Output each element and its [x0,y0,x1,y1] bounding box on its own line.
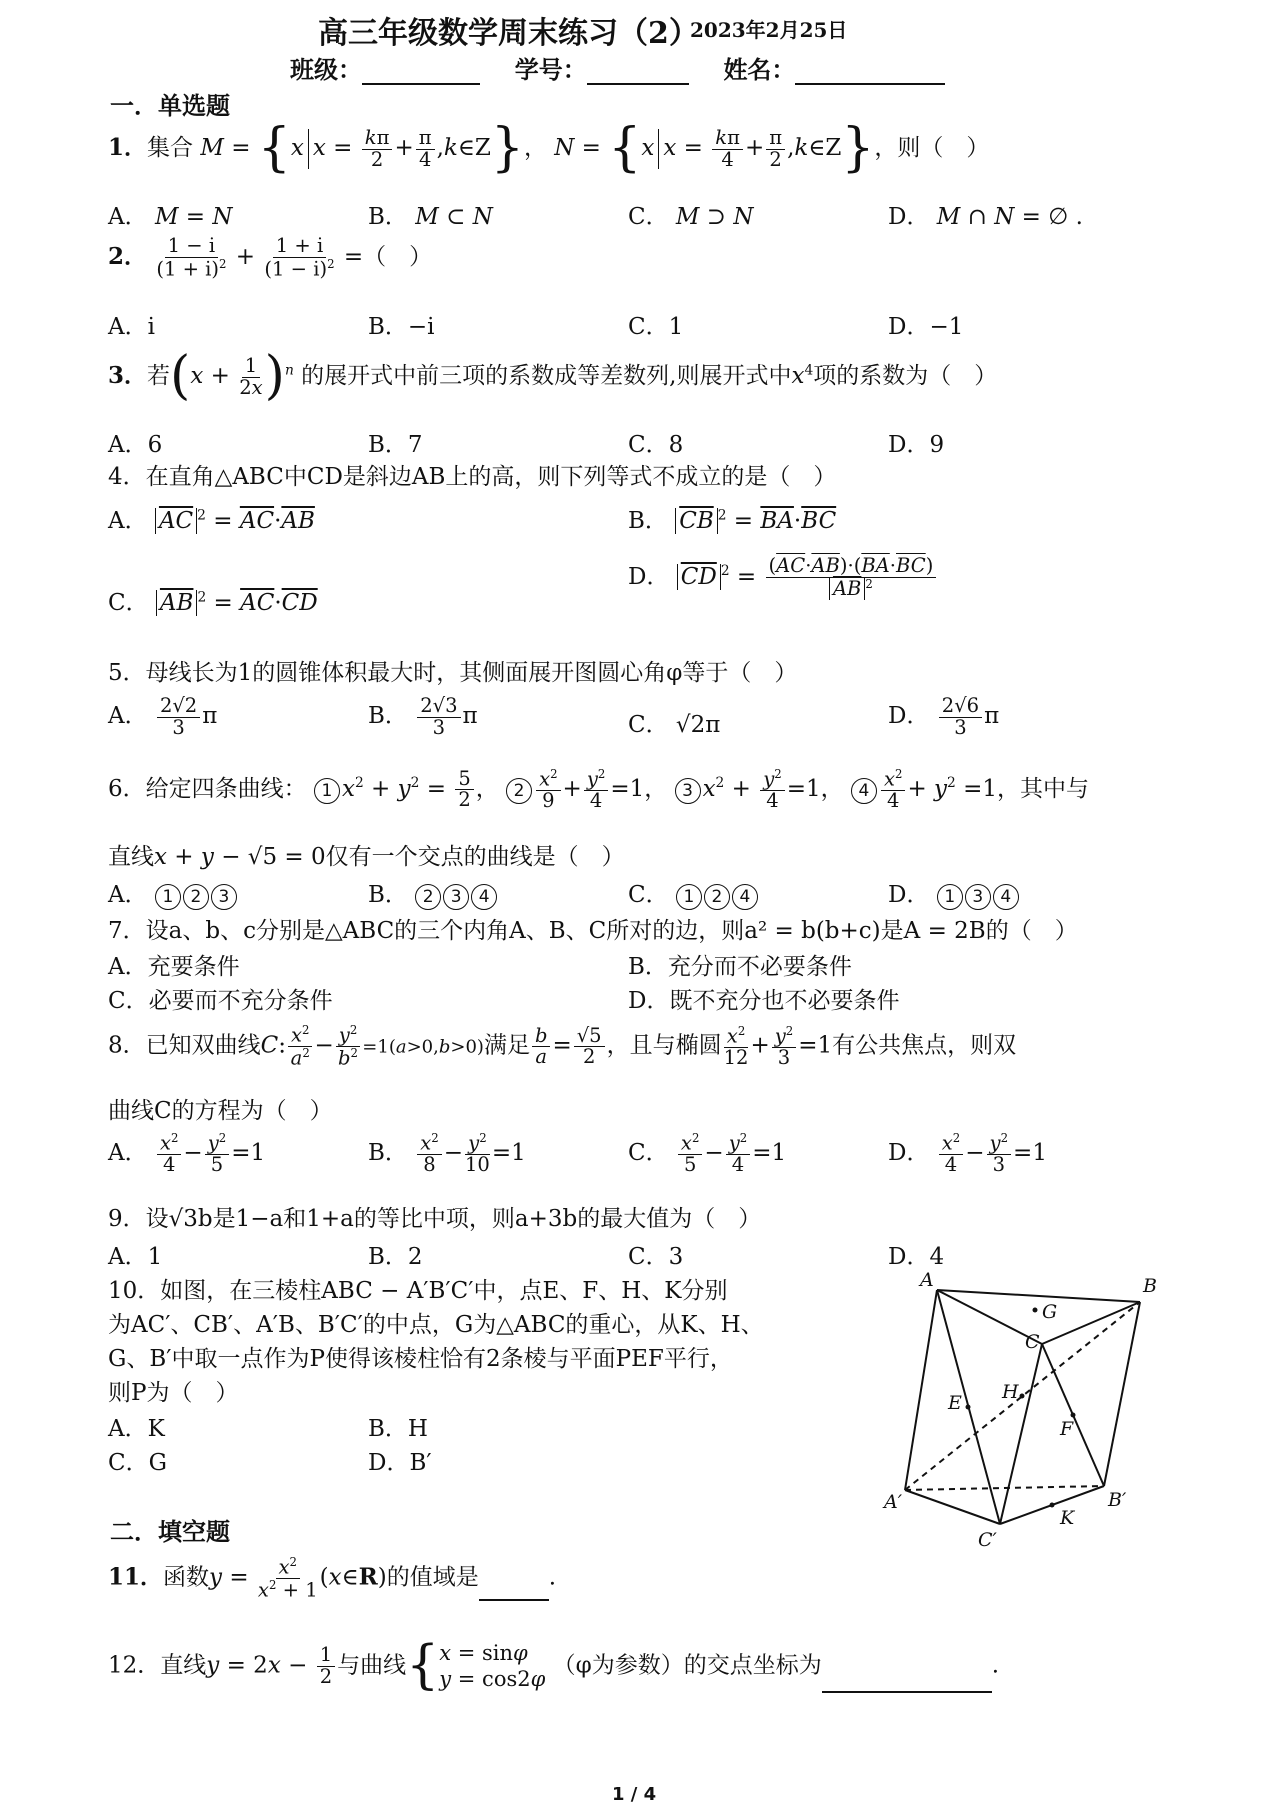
q11-tail: 的值域是 [386,1564,479,1591]
label-G: G [1042,1301,1058,1323]
q1-lead: 集合 [147,135,194,162]
q5-option-a: A． $\frac{2√2}{3}$ π [108,694,218,739]
q2-option-a: A．i [108,314,155,340]
q5-option-d: D． $\frac{2√6}{3}$ π [888,694,1000,739]
label-F: F [1060,1418,1074,1440]
edge-A1C1 [905,1490,1000,1524]
q4-option-c: C． $\overline{AB}$ $^2 = \overline{AC}\cdot\overline{CD}$ [108,589,318,616]
edge-A1B1-hidden [905,1486,1104,1490]
q2-number: 2． [108,242,148,270]
q8-option-a: A． $\frac{x^2}{4}$ − $\frac{y^2}{5}$ =1 [108,1131,266,1177]
question-6: 6．给定四条曲线： 1 $x^2 + y^2$ = $\frac{5}{2}$ ， 2 $\frac{x^2}{9}$ + $\frac{y^2}{4}$ =1， 3 $x^2$ + $\frac{y^2}{4}$ =1， 4 $\frac{x^2}{4}$ + $y^2 =1$，其中与 [108,766,1090,813]
q9-option-b: B．2 [368,1244,423,1270]
page-title: 高三年级数学周末练习（2） [318,16,699,51]
id-blank [587,59,689,85]
q8-option-d: D． $\frac{x^2}{4}$ − $\frac{y^2}{3}$ =1 [888,1131,1047,1177]
q4-option-b: B． $\overline{CB}$ $^2 = \overline{BA}\cdot\overline{BC}$ [628,507,837,534]
q10-line2: 为AC′、CB′、A′B、B′C′的中点，G为△ABC的重心，从K、H、 [108,1312,764,1338]
class-label: 班级： [290,55,362,84]
edge-AB [937,1290,1140,1302]
point-E [966,1405,971,1410]
q3-option-c: C．8 [628,432,684,458]
q12-number: 12． [108,1652,161,1679]
question-1: 1．集合 M = {x x = $\frac{k\pi}{2}$ + $\frac{\pi}{4}$ ,k∈Z}， N = {x x = $\frac{k\pi}{4}$ + $\frac{\pi}{2}$ ,k∈Z}，则（ ） [108,118,990,179]
q3-number: 3． [108,362,148,390]
q1-option-b: B． M ⊂ N [368,204,493,230]
label-C: C [1025,1331,1040,1353]
label-B1: B′ [1108,1489,1127,1511]
question-3: 3．若(x + $\frac{1}{2x}$ )$^n$ 的展开式中前三项的系数成等差数列,则展开式中$x^4$项的系数为（ ） [108,346,998,407]
class-blank [362,59,480,85]
section-fill-heading: 二．填空题 [110,1517,230,1546]
prism-figure [870,1262,1170,1552]
q3-option-d: D．9 [888,432,945,458]
question-12: 12．直线y = 2x − $\frac{1}{2}$ 与曲线{ x = sinφ y = cos2φ （φ为参数）的交点坐标为 . [108,1635,1000,1696]
q6-option-b: B． 2 3 4 [368,876,499,910]
question-5: 5．母线长为1的圆锥体积最大时，其侧面展开图圆心角φ等于（ ） [108,660,798,686]
section-choice-heading: 一．单选题 [110,91,230,120]
label-E: E [948,1392,962,1414]
q10-line3: G、B′中取一点作为P使得该棱柱恰有2条棱与平面PEF平行， [108,1346,733,1372]
q9-option-c: C．3 [628,1244,684,1270]
q7-option-d: D．既不充分也不必要条件 [628,988,900,1014]
q9-option-d: D．4 [888,1244,945,1270]
q11-answer-blank[interactable] [479,1577,549,1601]
exam-date: 2023年2月25日 [690,18,848,42]
q1-number: 1． [108,134,148,162]
q1-option-d: D． M ∩ N = ∅ . [888,204,1083,230]
question-11: 11．函数y = $\frac{x^2}{x^2 + 1}$ (x∈R)的值域是 . [108,1555,557,1602]
q8-tail: 有公共焦点，则双 [832,1032,1017,1059]
q6-lead: 6．给定四条曲线： [108,775,307,802]
q8-mid1: 满足 [483,1032,530,1059]
label-A1: A′ [884,1491,903,1513]
q10-option-a: A．K [108,1416,165,1442]
id-label: 学号： [514,55,587,84]
q4-option-a: A． $\overline{AC}$ $^2 = \overline{AC}\cdot\overline{AB}$ [108,507,315,534]
edge-CC1 [1000,1344,1042,1524]
label-B: B [1143,1275,1157,1297]
q3-option-b: B．7 [368,432,423,458]
edge-AA1 [905,1290,937,1490]
q7-option-c: C．必要而不充分条件 [108,988,333,1014]
q10-option-b: B．H [368,1416,428,1442]
question-7: 7．设a、b、c分别是△ABC的三个内角A、B、C所对的边，则a² = b(b+c)是A = 2B的（ ） [108,918,1078,944]
q6-line2: 直线x + y − √5 = 0仅有一个交点的曲线是（ ） [108,844,625,870]
q8-line2: 曲线C的方程为（ ） [108,1098,333,1124]
q10-line1: 10．如图，在三棱柱ABC − A′B′C′中，点E、F、H、K分别 [108,1278,728,1304]
point-K [1050,1503,1055,1508]
q8-lead: 8．已知双曲线 [108,1032,261,1059]
q12-paren: （φ为参数）的交点坐标为 [552,1652,822,1679]
question-9: 9．设√3b是1−a和1+a的等比中项，则a+3b的最大值为（ ） [108,1206,762,1232]
q11-number: 11． [108,1563,164,1591]
q2-option-d: D．−1 [888,314,964,340]
point-G [1033,1308,1038,1313]
q6-option-c: C． 1 2 4 [628,876,760,910]
q1-option-a: A． M = N [108,204,233,230]
q2-option-b: B．−i [368,314,435,340]
question-2: 2． $\frac{1 - i}{(1 + i)^2}$ + $\frac{1 + i}{(1 - i)^2}$ =（ ） [108,234,433,281]
question-8: 8．已知双曲线C: $\frac{x^2}{a^2}$ − $\frac{y^2}{b^2}$ =1(a>0,b>0)满足 $\frac{b}{a}$ = $\frac{√5}{2}$ ，且与椭圆 $\frac{x^2}{12}$ + $\frac{y^2}{3}$ =1有公共焦点，则双 [108,1023,1017,1070]
q7-option-b: B．充分而不必要条件 [628,954,852,980]
label-H: H [1002,1381,1019,1403]
name-blank [795,59,945,85]
q7-option-a: A．充要条件 [108,954,240,980]
q5-option-b: B． $\frac{2√3}{3}$ π [368,694,478,739]
q10-line4: 则P为（ ） [108,1380,239,1406]
q3-lead: 若 [147,363,171,390]
q9-option-a: A．1 [108,1244,163,1270]
student-info-row [290,50,945,85]
q10-option-d: D．B′ [368,1450,432,1476]
q5-option-c: C． √2π [628,712,721,738]
q8-option-b: B． $\frac{x^2}{8}$ − $\frac{y^2}{10}$ =1 [368,1131,526,1177]
point-H [1020,1394,1025,1399]
q8-mid2: ，且与椭圆 [606,1032,722,1059]
edge-BB1 [1104,1302,1140,1486]
label-A: A [920,1269,934,1291]
q10-option-c: C．G [108,1450,167,1476]
page-number: 1 / 4 [612,1784,657,1805]
q3-tail: 项的系数为（ ） [813,363,998,390]
q2-option-c: C．1 [628,314,684,340]
label-C1: C′ [978,1529,997,1551]
q3-mid: 的展开式中前三项的系数成等差数列,则展开式中 [301,363,792,390]
q6-option-d: D． 1 3 4 [888,876,1021,910]
q2-tail: =（ ） [343,243,433,270]
q8-option-c: C． $\frac{x^2}{5}$ − $\frac{y^2}{4}$ =1 [628,1131,787,1177]
question-4: 4．在直角△ABC中CD是斜边AB上的高，则下列等式不成立的是（ ） [108,464,837,490]
q4-option-d: D． $\overline{CD}$ $^2$ = $\frac{(\overline{AC}\cdot\overline{AB})\cdot(\overline{BA}\cdot\overline{BC})}{\overline{AB} ^2}$ [628,556,938,600]
label-K: K [1060,1507,1075,1529]
q6-tail: ，其中与 [997,775,1090,802]
q1-tail: ，则（ ） [874,135,990,162]
point-F [1071,1413,1076,1418]
name-label: 姓名： [723,55,796,84]
q1-option-c: C． M ⊃ N [628,204,754,230]
q12-answer-blank[interactable] [822,1669,992,1693]
q6-option-a: A． 1 2 3 [108,876,239,910]
q3-option-a: A．6 [108,432,163,458]
